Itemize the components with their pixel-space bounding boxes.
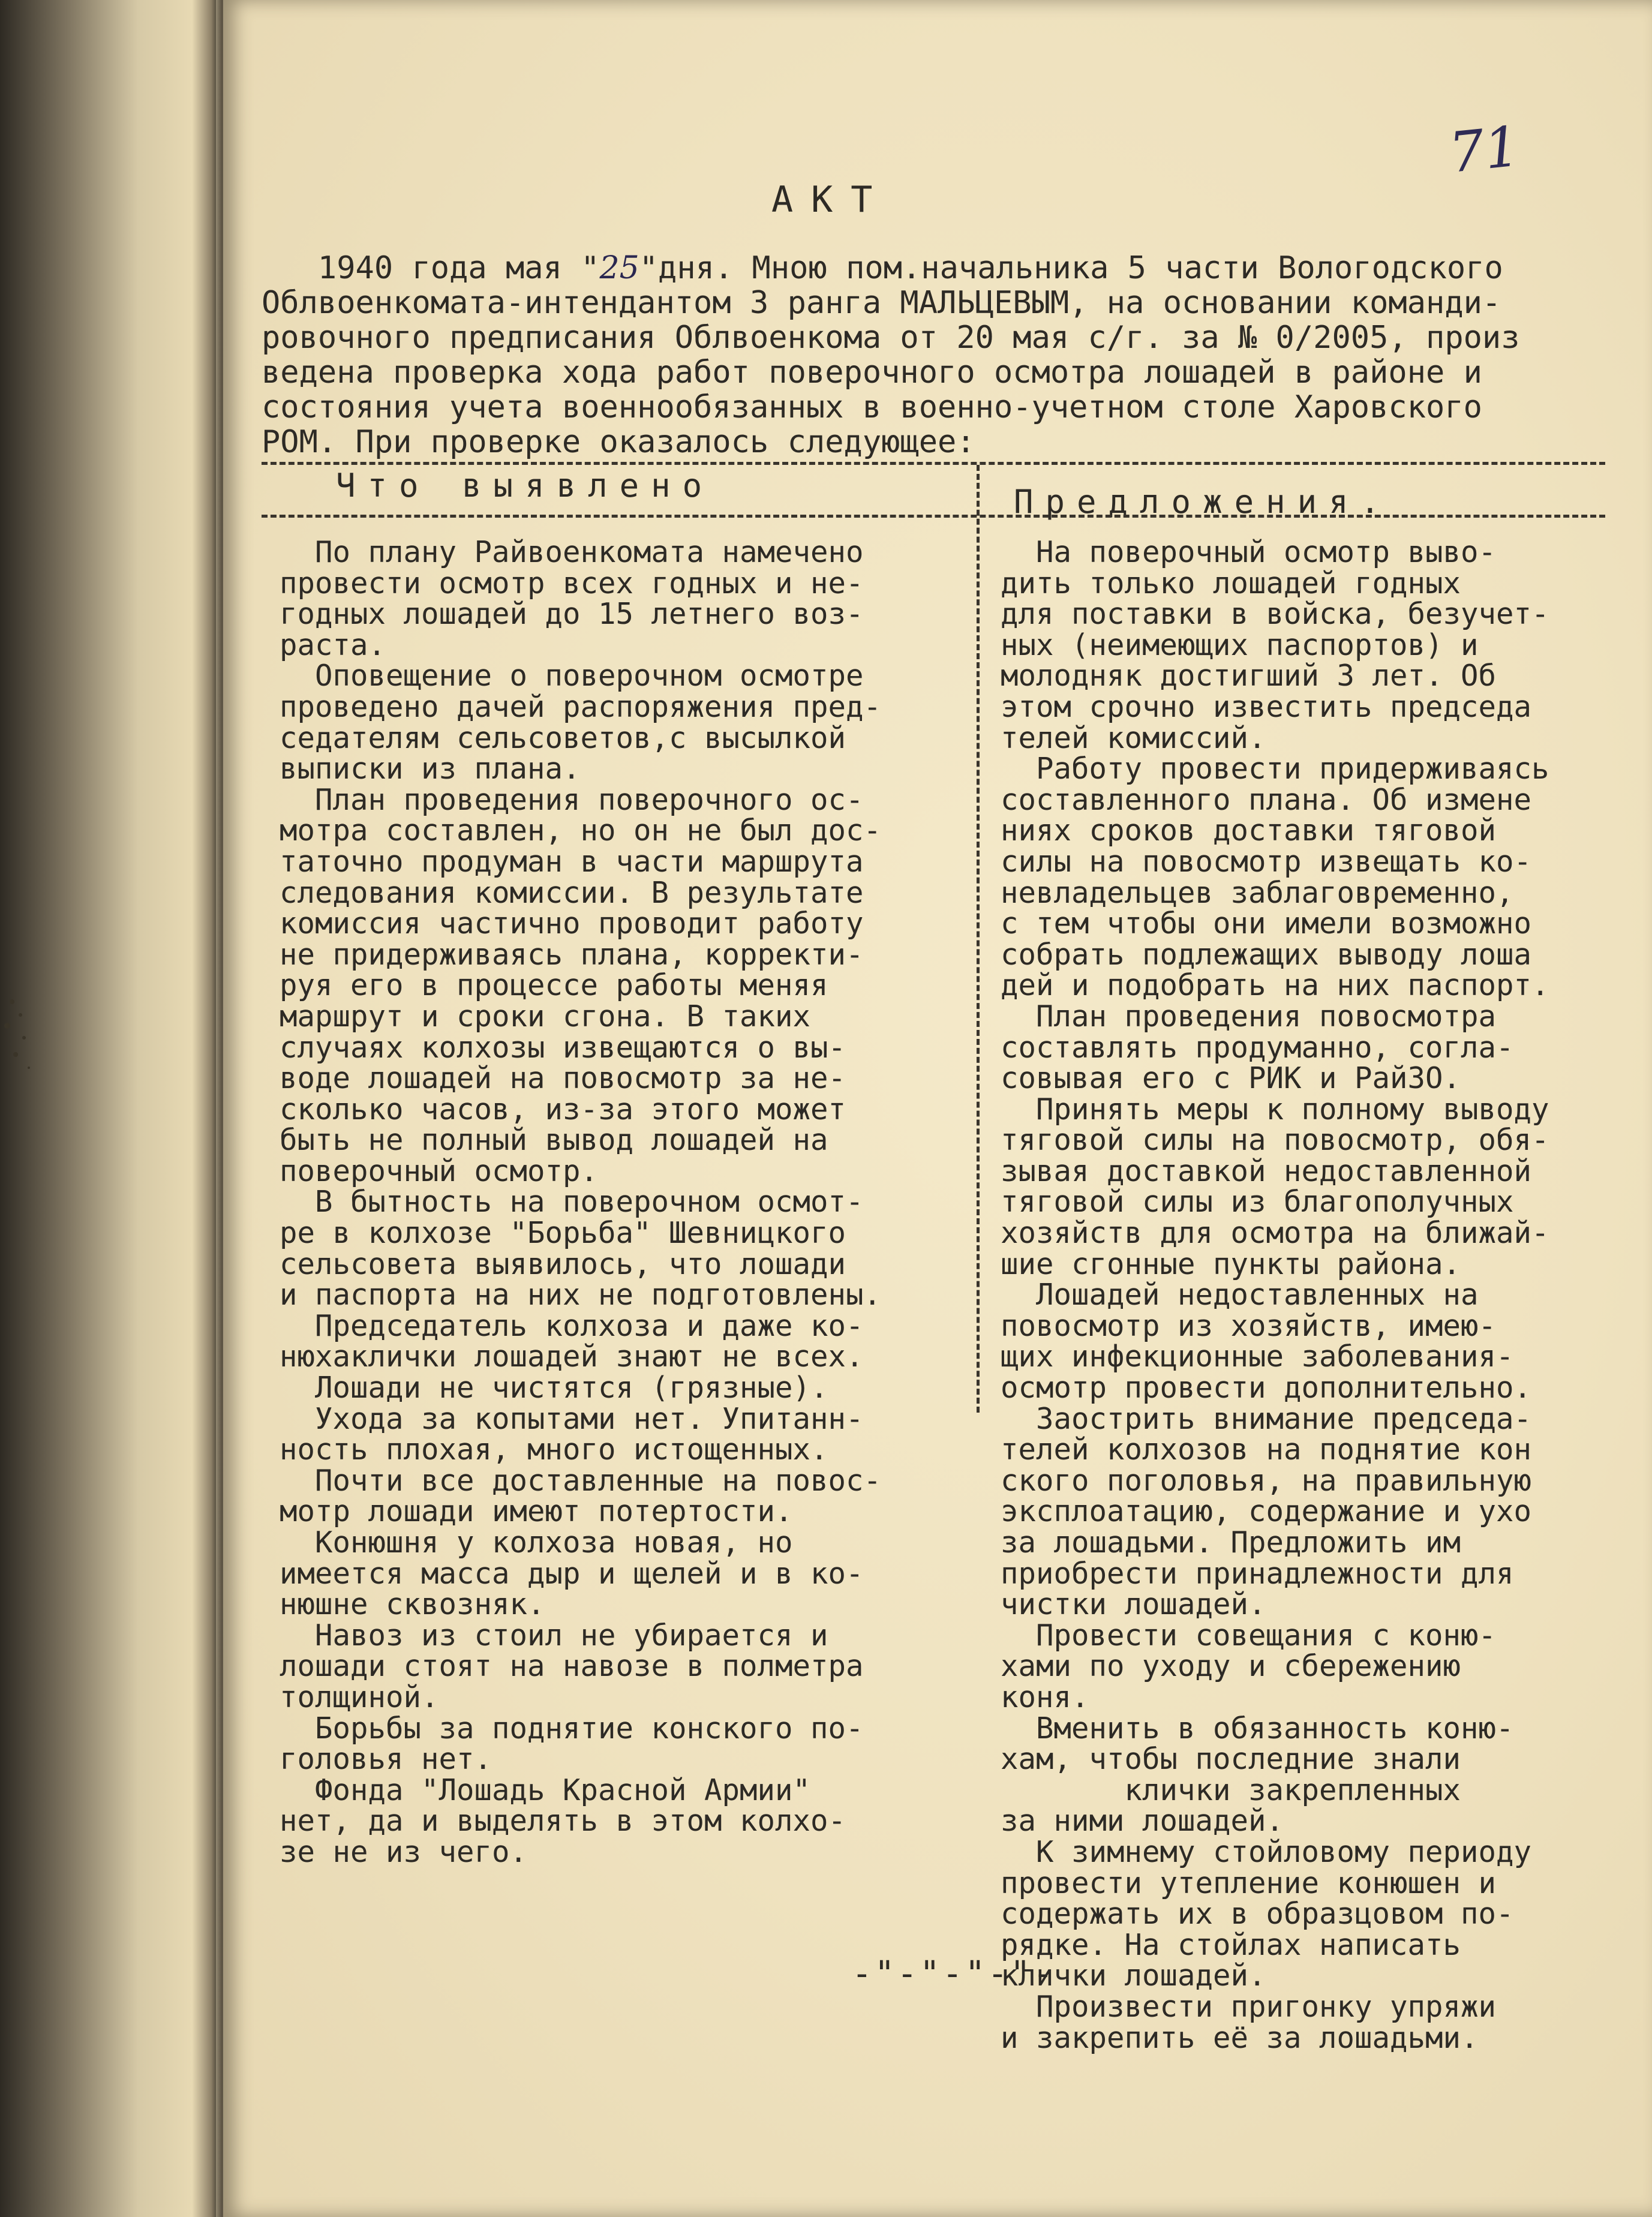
preamble-line-6: РОМ. При проверке оказалось следующее: bbox=[262, 424, 975, 460]
left_column-line: Председатель колхоза и даже ко- bbox=[280, 1308, 864, 1343]
right_column-line: телей комиссий. bbox=[1001, 720, 1266, 755]
left_column-line: Лошади не чистятся (грязные). bbox=[280, 1371, 828, 1405]
right_column-line: составленного плана. Об измене bbox=[1001, 782, 1532, 817]
left_column-line: лошади стоят на навозе в полметра bbox=[280, 1649, 864, 1684]
header-bottom-rule bbox=[262, 515, 1605, 518]
left_column-line: нюшне сквозняк. bbox=[280, 1587, 545, 1622]
right_column-line: собрать подлежащих выводу лоша bbox=[1001, 937, 1532, 972]
right_column-line: зывая доставкой недоставленной bbox=[1001, 1153, 1532, 1188]
left_column-line: ре в колхозе "Борьба" Шевницкого bbox=[280, 1216, 846, 1251]
right_column-line: Работу провести придерживаясь bbox=[1001, 752, 1549, 786]
right_column-line: Лошадей недоставленных на bbox=[1001, 1278, 1479, 1312]
right_column-line: Заострить внимание председа- bbox=[1001, 1401, 1532, 1436]
left_column-line: головья нет. bbox=[280, 1742, 492, 1777]
preamble-line-1 bbox=[262, 251, 1611, 286]
preamble-line-2: Облвоенкомата-интендантом 3 ранга МАЛЬЦЕВЫМ, на основании команди- bbox=[262, 285, 1501, 321]
left_column-line: комиссия частично проводит работу bbox=[280, 906, 864, 941]
right_column-line: для поставки в войска, безучет- bbox=[1001, 597, 1549, 632]
left_column-line: мотр лошади имеют потертости. bbox=[280, 1494, 793, 1529]
left_column-line: сельсовета выявилось, что лошади bbox=[280, 1246, 846, 1281]
right_column-line: дить только лошадей годных bbox=[1001, 566, 1461, 600]
left_column-line: ность плохая, много истощенных. bbox=[280, 1432, 828, 1467]
left_column-line: План проведения поверочного ос- bbox=[280, 782, 864, 817]
left_column-line: нет, да и выделять в этом колхо- bbox=[280, 1804, 846, 1839]
left_column-line: Фонда "Лошадь Красной Армии" bbox=[280, 1773, 811, 1807]
left_column-line: Оповещение о поверочном осмотре bbox=[280, 659, 864, 693]
left_column-line: Навоз из стоил не убирается и bbox=[280, 1618, 828, 1653]
left_column-line: мотра составлен, но он не был дос- bbox=[280, 813, 882, 848]
right_column-line: составлять продуманно, согла- bbox=[1001, 1030, 1514, 1065]
left_column-line: Почти все доставленные на повос- bbox=[280, 1463, 882, 1498]
right-column-body bbox=[1001, 537, 1630, 2053]
preamble-paragraph bbox=[262, 251, 1611, 459]
right_column-line: ского поголовья, на правильную bbox=[1001, 1463, 1532, 1498]
left-column-body bbox=[280, 537, 951, 1868]
right_column-line: с тем чтобы они имели возможно bbox=[1001, 906, 1532, 941]
right_column-line: клички закрепленных bbox=[1001, 1773, 1461, 1807]
left_column-line: выписки из плана. bbox=[280, 752, 581, 786]
left_column-line: следования комиссии. В результате bbox=[280, 875, 864, 910]
left_column-line: поверочный осмотр. bbox=[280, 1153, 599, 1188]
right_column-line: чистки лошадей. bbox=[1001, 1587, 1266, 1622]
right_column-line: провести утепление конюшен и bbox=[1001, 1865, 1497, 1900]
right_column-line: молодняк достигший 3 лет. Об bbox=[1001, 659, 1497, 693]
left_column-line: провести осмотр всех годных и не- bbox=[280, 566, 864, 600]
handwritten-day: 25 bbox=[599, 250, 639, 286]
left_column-line: По плану Райвоенкомата намечено bbox=[280, 535, 864, 569]
left_column-line: Ухода за копытами нет. Упитанн- bbox=[280, 1401, 864, 1436]
ink-specks bbox=[0, 984, 72, 1140]
preamble-line-3: ровочного предписания Облвоенкома от 20 мая с/г. за № 0/2005, произ bbox=[262, 320, 1520, 356]
right_column-line: коня. bbox=[1001, 1680, 1089, 1714]
closing-mark: -"-"-"-"- bbox=[852, 1954, 1056, 1993]
right_column-line: Провести совещания с коню- bbox=[1001, 1618, 1497, 1653]
right_column-line: рядке. На стойлах написать bbox=[1001, 1927, 1461, 1962]
left_column-line: толщиной. bbox=[280, 1680, 439, 1714]
left_column-line: зе не из чего. bbox=[280, 1834, 528, 1869]
left_column-line: нюхаклички лошадей знают не всех. bbox=[280, 1339, 864, 1374]
right_column-line: Принять меры к полному выводу bbox=[1001, 1092, 1549, 1126]
right_column-line: эксплоатацию, содержание и ухо bbox=[1001, 1494, 1532, 1529]
table-top-rule bbox=[262, 462, 1605, 465]
left_column-line: имеется масса дыр и щелей и в ко- bbox=[280, 1556, 864, 1591]
right_column-line: тяговой силы на повосмотр, обя- bbox=[1001, 1123, 1549, 1158]
left_column-line: маршрут и сроки сгона. В таких bbox=[280, 999, 811, 1034]
left_column-line: сколько часов, из-за этого может bbox=[280, 1092, 846, 1126]
right_column-line: К зимнему стойловому периоду bbox=[1001, 1834, 1532, 1869]
right_column-line: На поверочный осмотр выво- bbox=[1001, 535, 1497, 569]
right_column-line: совывая его с РИК и РайЗО. bbox=[1001, 1061, 1461, 1096]
left_column-line: и паспорта на них не подготовлены. bbox=[280, 1278, 882, 1312]
right_column-line: клички лошадей. bbox=[1001, 1958, 1266, 1993]
left-column-header: Что выявлено bbox=[336, 467, 714, 504]
right_column-line: План проведения повосмотра bbox=[1001, 999, 1497, 1034]
right_column-line: хам, чтобы последние знали bbox=[1001, 1742, 1461, 1777]
right_column-line: Вменить в обязанность коню- bbox=[1001, 1711, 1514, 1746]
right_column-line: за ними лошадей. bbox=[1001, 1804, 1284, 1839]
preamble-line-4: ведена проверка хода работ поверочного осмотра лошадей в районе и bbox=[262, 355, 1482, 390]
right_column-line: дей и подобрать на них паспорт. bbox=[1001, 968, 1549, 1003]
left_column-line: В бытность на поверочном осмот- bbox=[280, 1185, 864, 1219]
document-title: АКТ bbox=[771, 179, 891, 221]
right_column-line: повосмотр из хозяйств, имею- bbox=[1001, 1308, 1497, 1343]
right_column-line: содержать их в образцовом по- bbox=[1001, 1897, 1514, 1931]
left_column-line: годных лошадей до 15 летнего воз- bbox=[280, 597, 864, 632]
right_column-line: ниях сроков доставки тяговой bbox=[1001, 813, 1497, 848]
left_column-line: воде лошадей на повосмотр за не- bbox=[280, 1061, 846, 1096]
right_column-line: осмотр провести дополнительно. bbox=[1001, 1371, 1532, 1405]
preamble-line-5: состояния учета военнообязанных в военно-учетном столе Харовского bbox=[262, 389, 1482, 425]
left_column-line: седателям сельсоветов,с высылкой bbox=[280, 720, 846, 755]
right_column-line: приобрести принадлежности для bbox=[1001, 1556, 1514, 1591]
right_column-line: этом срочно известить председа bbox=[1001, 689, 1532, 724]
right_column-line: тяговой силы из благополучных bbox=[1001, 1185, 1514, 1219]
left_column-line: руя его в процессе работы меняя bbox=[280, 968, 828, 1003]
right_column-line: силы на повосмотр извещать ко- bbox=[1001, 844, 1532, 879]
left_column-line: проведено дачей распоряжения пред- bbox=[280, 689, 882, 724]
left_column-line: таточно продуман в части маршрута bbox=[280, 844, 864, 879]
right_column-line: и закрепить её за лошадьми. bbox=[1001, 2020, 1479, 2055]
right_column-line: телей колхозов на поднятие кон bbox=[1001, 1432, 1532, 1467]
preamble-line-1-start: 1940 года мая " bbox=[262, 250, 600, 286]
preamble-line-1-end: "дня. Мною пом.начальника 5 части Вологодского bbox=[639, 250, 1503, 286]
right_column-line: невладельцев заблаговременно, bbox=[1001, 875, 1514, 910]
column-divider bbox=[977, 465, 980, 1413]
right-column-header: Предложения. bbox=[1014, 483, 1392, 521]
right_column-line: за лошадьми. Предложить им bbox=[1001, 1525, 1461, 1560]
left_column-line: раста. bbox=[280, 627, 386, 662]
left_column-line: Борьбы за поднятие конского по- bbox=[280, 1711, 864, 1746]
right_column-line: ных (неимеющих паспортов) и bbox=[1001, 627, 1479, 662]
left_column-line: Конюшня у колхоза новая, но bbox=[280, 1525, 793, 1560]
left_column-line: быть не полный вывод лошадей на bbox=[280, 1123, 828, 1158]
left_column-line: случаях колхозы извещаются о вы- bbox=[280, 1030, 846, 1065]
right_column-line: хами по уходу и сбережению bbox=[1001, 1649, 1461, 1684]
right_column-line: хозяйств для осмотра на ближай- bbox=[1001, 1216, 1549, 1251]
right_column-line: щих инфекционные заболевания- bbox=[1001, 1339, 1514, 1374]
left_column-line: не придерживаясь плана, корректи- bbox=[280, 937, 864, 972]
right_column-line: Произвести пригонку упряжи bbox=[1001, 1989, 1497, 2024]
right_column-line: шие сгонные пункты района. bbox=[1001, 1246, 1461, 1281]
handwritten-page-number: 71 bbox=[1446, 114, 1523, 185]
